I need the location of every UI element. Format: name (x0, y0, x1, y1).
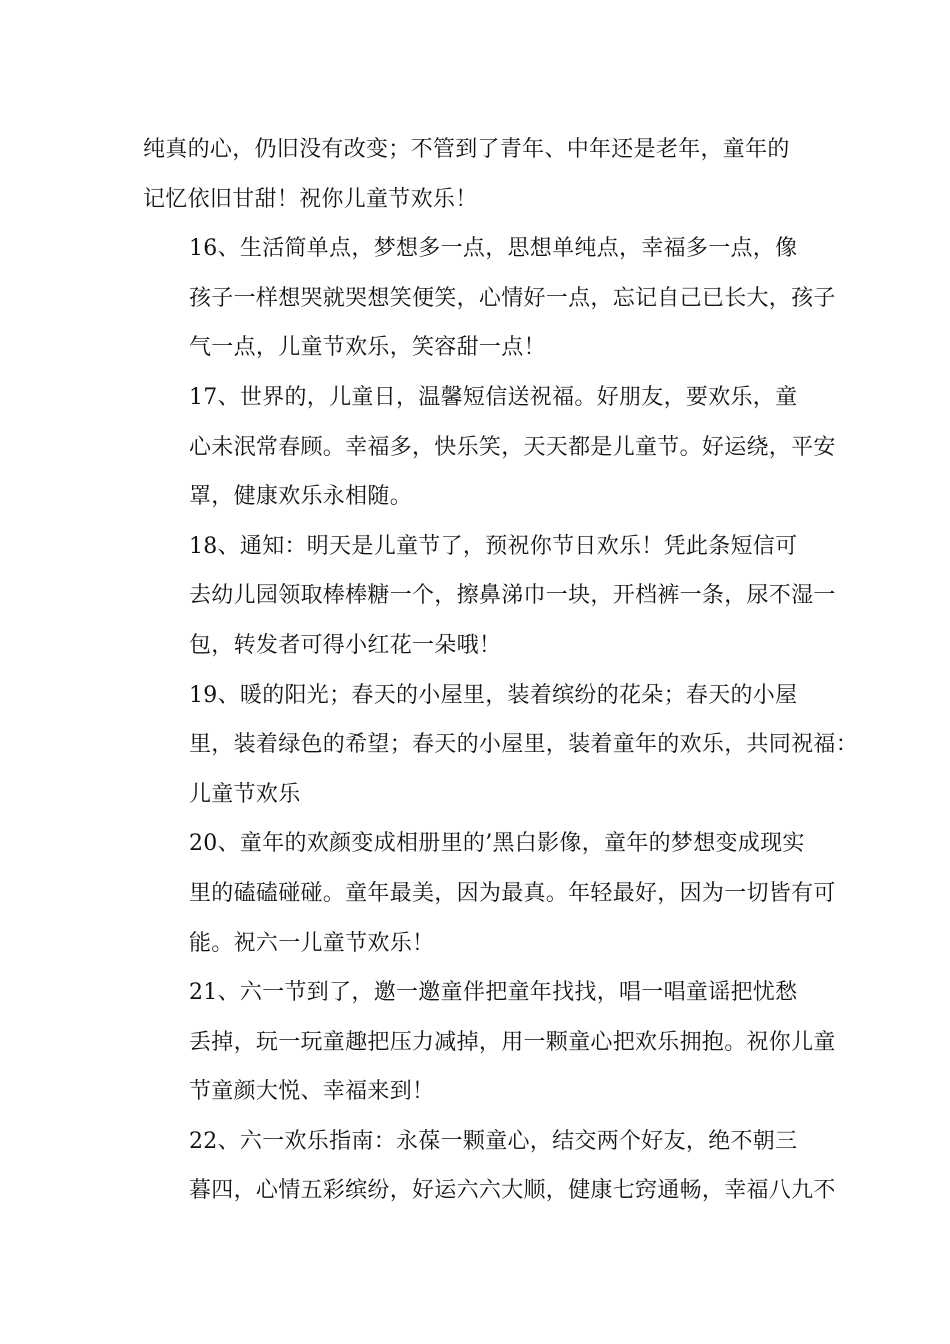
text-line: 21、六一节到了，邀一邀童伴把童年找找，唱一唱童谣把忧愁 (189, 980, 798, 1006)
paragraph-item-22 (143, 1117, 836, 1216)
text-line: 包，转发者可得小红花一朵哦！ (189, 632, 502, 658)
text-line: 气一点，儿童节欢乐，笑容甜一点！ (189, 335, 546, 361)
document-body (143, 125, 859, 1216)
paragraph-continuation (143, 125, 808, 224)
paragraph-item-17 (143, 373, 836, 522)
text-line: 里的磕磕碰碰。童年最美，因为最真。年轻最好，因为一切皆有可 (189, 880, 836, 906)
paragraph-item-16 (143, 224, 836, 373)
text-line: 里，装着绿色的希望；春天的小屋里，装着童年的欢乐，共同祝福： (189, 732, 859, 758)
text-line: 暮四，心情五彩缤纷，好运六六大顺，健康七窍通畅，幸福八九不 (189, 1178, 836, 1204)
text-line: 22、六一欢乐指南：永葆一颗童心，结交两个好友，绝不朝三 (189, 1128, 798, 1154)
text-line: 儿童节欢乐 (189, 781, 301, 807)
text-line: 19、暖的阳光；春天的小屋里，装着缤纷的花朵；春天的小屋 (189, 682, 798, 708)
paragraph-item-18 (143, 522, 836, 671)
text-line: 去幼儿园领取棒棒糖一个，擦鼻涕巾一块，开档裤一条，尿不湿一 (189, 583, 836, 609)
text-line: 罩，健康欢乐永相随。 (189, 484, 413, 510)
text-line: 18、通知：明天是儿童节了，预祝你节日欢乐！凭此条短信可 (189, 533, 798, 559)
paragraph-item-20 (143, 819, 836, 968)
text-line: 20、童年的欢颜变成相册里的’黑白影像，童年的梦想变成现实 (189, 831, 805, 857)
text-line: 节童颜大悦、幸福来到！ (189, 1079, 435, 1105)
text-line: 孩子一样想哭就哭想笑便笑，心情好一点，忘记自己已长大，孩子 (189, 285, 836, 311)
paragraph-item-21 (143, 968, 836, 1117)
text-line: 16、生活简单点，梦想多一点，思想单纯点，幸福多一点，像 (189, 236, 798, 262)
paragraph-item-19 (143, 671, 859, 820)
text-line: 17、世界的，儿童日，温馨短信送祝福。好朋友，要欢乐，童 (189, 384, 798, 410)
text-line: 纯真的心，仍旧没有改变；不管到了青年、中年还是老年，童年的 (143, 137, 790, 162)
text-line: 心未泯常春顾。幸福多，快乐笑，天天都是儿童节。好运绕，平安 (189, 434, 836, 460)
text-line: 记忆依旧甘甜！祝你儿童节欢乐！ (143, 186, 478, 212)
text-line: 丢掉，玩一玩童趣把压力减掉，用一颗童心把欢乐拥抱。祝你儿童 (189, 1029, 836, 1055)
text-line: 能。祝六一儿童节欢乐！ (189, 930, 435, 956)
